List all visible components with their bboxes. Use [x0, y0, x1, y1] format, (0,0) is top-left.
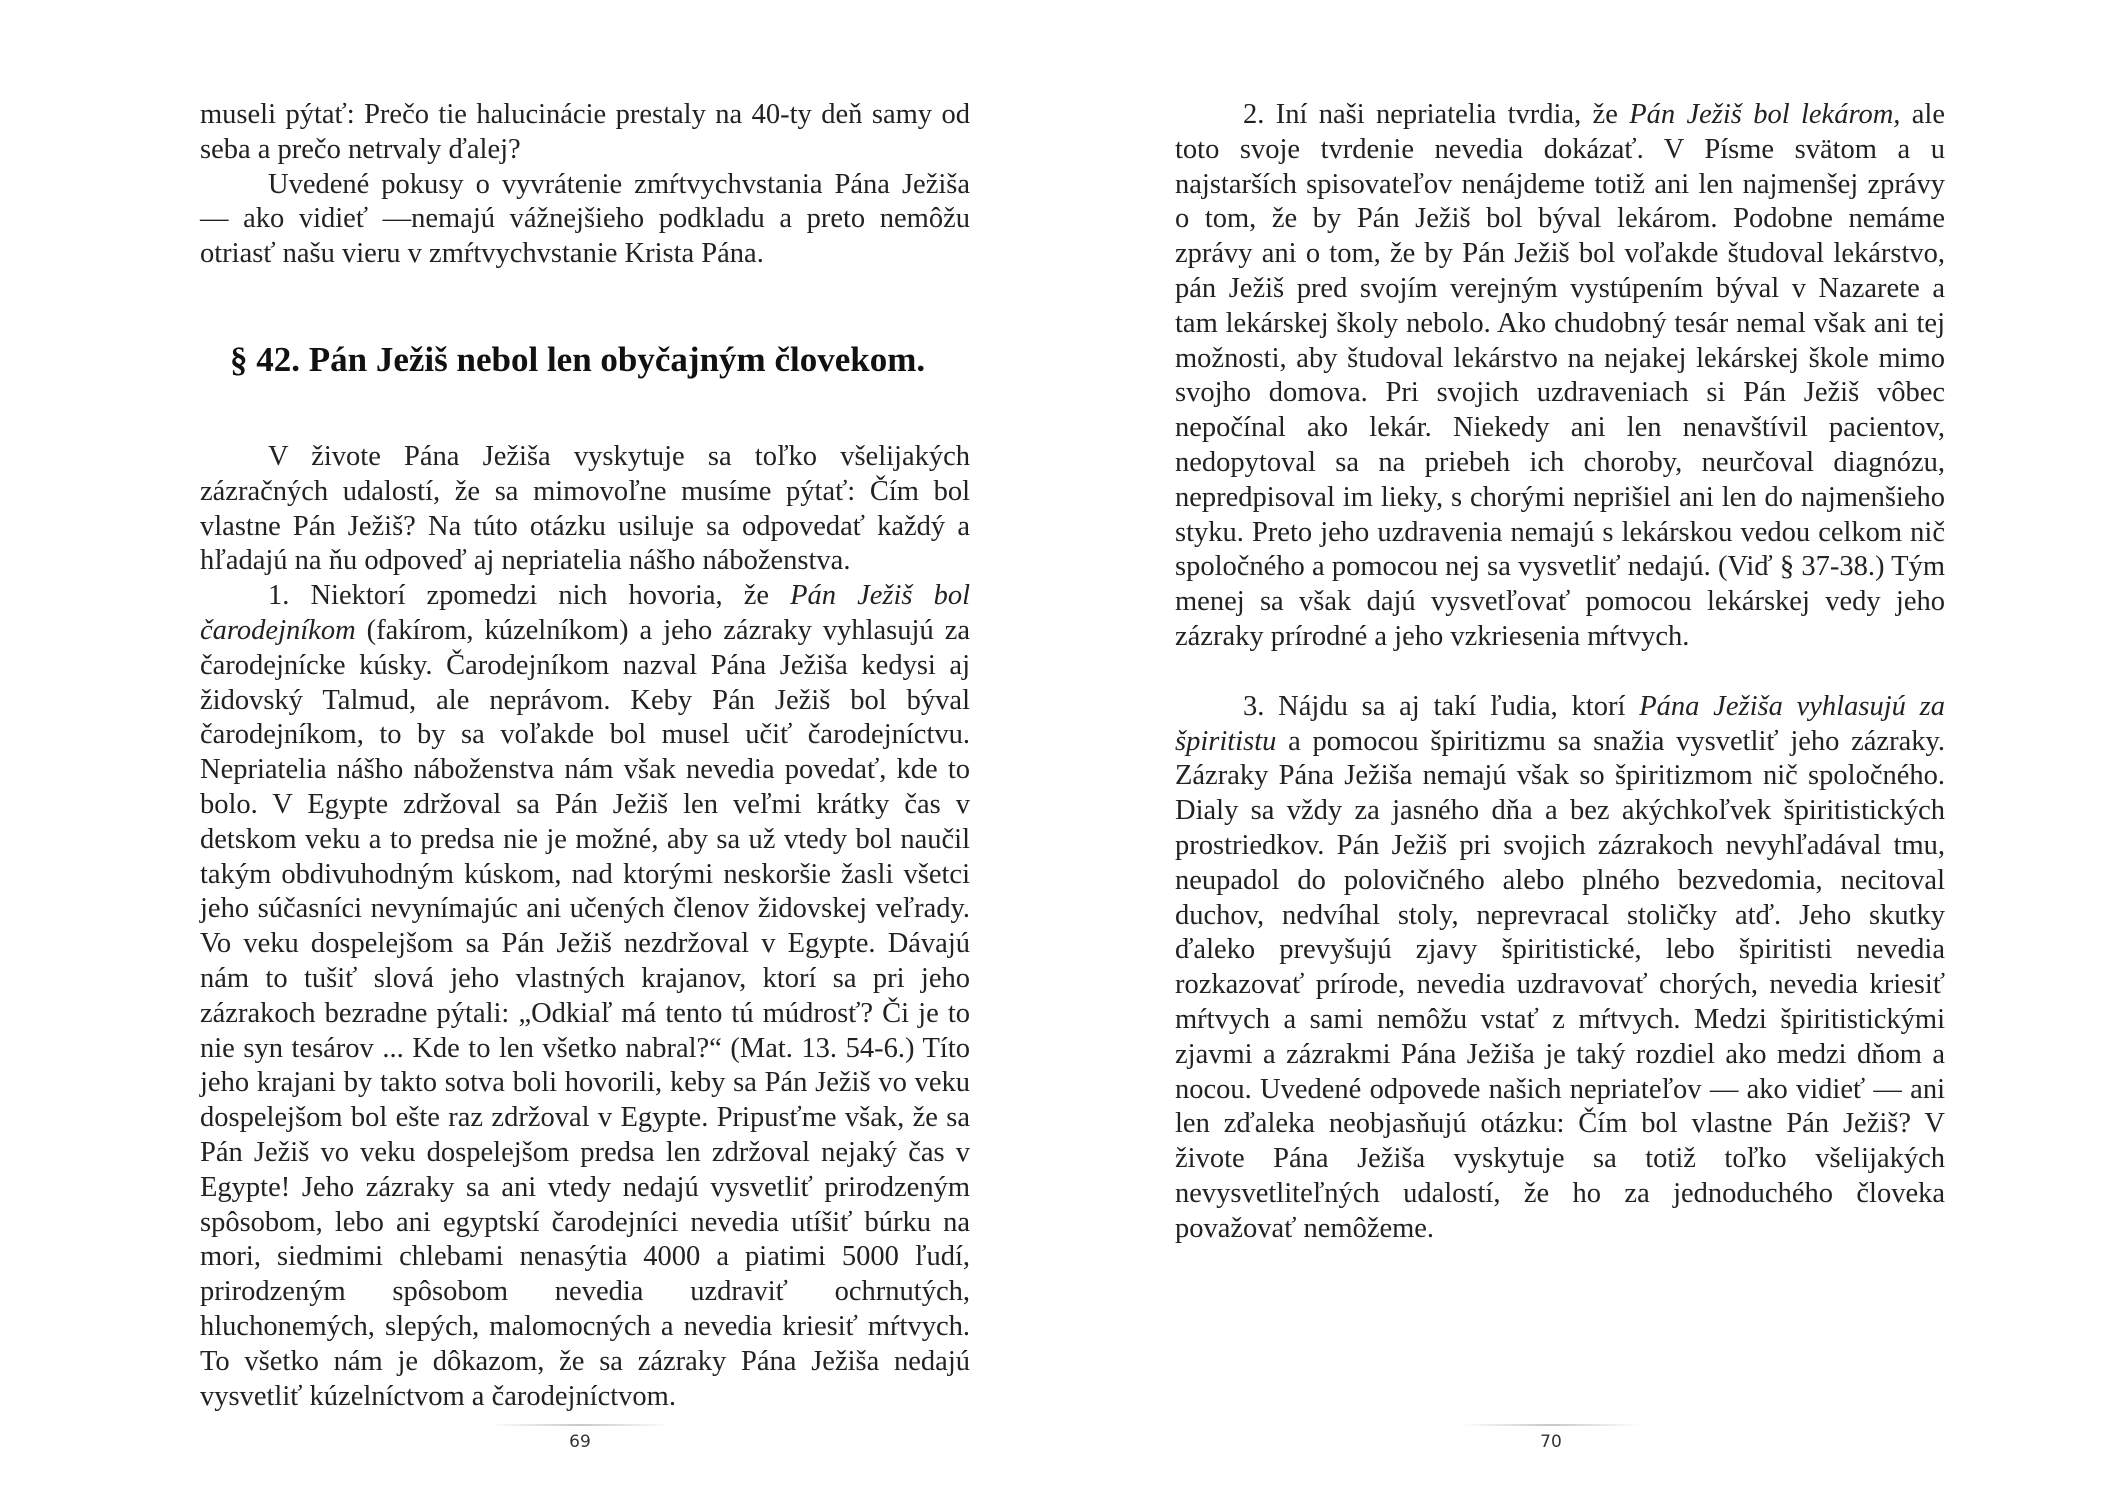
- page-footer: [480, 1424, 680, 1452]
- paragraph-text: (fakírom, kúzelníkom) a jeho zázraky vyhlasujú za čarodejnícke kúsky. Čarodejníkom nazval Pána Ježiša kedysi aj židovský Talmud, ale neprávom. Keby Pán Ježiš bol býval čarodejníkom, to by sa voľakde bol musel učiť čarodejníctvu. Nepriatelia nášho náboženstva nám však nevedia povedať, kde to bolo. V Egypte zdržoval sa Pán Ježiš len veľmi krátky čas v detskom veku a to predsa nie je možné, aby sa už vtedy bol naučil takým obdivuhodným kúskom, nad ktorými neskoršie žasli všetci jeho súčasníci nevynímajúc ani učených členov židovskej veľrady. Vo veku dospelejšom sa Pán Ježiš nezdržoval v Egypte. Dávajú nám to tušiť slová jeho vlastných krajanov, ktorí sa pri jeho zázrakoch bezradne pýtali: „Odkiaľ má tento tú múdrosť? Či je to nie syn tesárov ... Kde to len všetko nabral?“ (Mat. 13. 54-6.) Títo jeho krajani by takto sotva boli hovorili, keby sa Pán Ježiš vo veku dospelejšom bol ešte raz zdržoval v Egypte. Pripusťme však, že sa Pán Ježiš vo veku dospelejšom predsa len zdržoval nejaký čas v Egypte! Jeho zázraky sa ani vtedy nedajú vysvetliť prirodzeným spôsobom, lebo ani egyptskí čarodejníci nevedia utíšiť búrku na mori, siedmimi chlebami nenasýtia 4000 a piatimi 5000 ľudí, prirodzeným spôsobom nevedia uzdraviť ochrnutých, hluchonemých, slepých, malomocných a nevedia kriesiť mŕtvych. To všetko nám je dôkazom, že sa zázraky Pána Ježiša nedajú vysvetliť kúzelníctvom a čarodejníctvom.: [200, 614, 970, 1412]
- paragraph: [1175, 690, 1945, 1247]
- page-footer: [1451, 1424, 1651, 1452]
- section-heading: § 42. Pán Ježiš nebol len obyčajným človekom.: [230, 339, 926, 379]
- page-number: 70: [1540, 1432, 1562, 1452]
- paragraph: [1175, 98, 1945, 655]
- paragraph-text: ale toto svoje tvrdenie nevedia dokázať. V Písme svätom a u najstarších spisovateľov nenájdeme totiž ani len najmenšej zprávy o tom, že by Pán Ježiš bol býval lekárom. Podobne nemáme zprávy ani o tom, že by Pán Ježiš bol voľakde študoval lekárstvo, pán Ježiš pred svojím verejným vystúpením býval v Nazarete a tam lekárskej školy nebolo. Ako chudobný tesár nemal však ani tej možnosti, aby študoval lekárstvo na nejakej lekárskej škole mimo svojho domova. Pri svojich uzdraveniach si Pán Ježiš vôbec nepočínal ako lekár. Niekedy ani len nenavštívil pacientov, nedopytoval sa na priebeh ich choroby, neurčoval diagnózu, nepredpisoval im lieky, s chorými neprišiel ani len do najmenšieho styku. Preto jeho uzdravenia nemajú s lekárskou vedou celkom nič spoločného a pomocou nej sa vysvetliť nedajú. (Viď § 37-38.) Tým menej sa však dajú vysvetľovať pomocou lekárskej vedy jeho zázraky prírodné a jeho vzkriesenia mŕtvych.: [1175, 99, 1946, 652]
- footer-divider: [1461, 1424, 1641, 1426]
- paragraph-text: 1. Niektorí zpomedzi nich hovoria, že: [268, 580, 791, 612]
- left-text-column: [200, 98, 970, 1414]
- paragraph: museli pýtať: Prečo tie halucinácie prestaly na 40-ty deň samy od seba a prečo netrvaly ďalej?: [200, 99, 970, 165]
- paragraph: V živote Pána Ježiša vyskytuje sa toľko všelijakých zázračných udalostí, že sa mimovoľne musíme pýtať: Čím bol vlastne Pán Ježiš? Na túto otázku usiluje sa odpovedať každý a hľadajú na ňu odpoveď aj nepriatelia nášho náboženstva.: [200, 440, 970, 577]
- footer-divider: [490, 1424, 670, 1426]
- emphasized-text: Pána Ježiša vyhlasujú za špiritistu: [1175, 690, 1945, 757]
- right-page: [1061, 0, 2122, 1500]
- paragraph-text: 3. Nájdu sa aj takí ľudia, ktorí: [1243, 690, 1640, 722]
- paragraph: [200, 579, 970, 1414]
- right-text-column: [1175, 98, 1945, 1247]
- emphasized-text: Pán Ježiš bol lekárom,: [1629, 99, 1901, 130]
- emphasized-text: Pán Ježiš bol čarodejníkom: [200, 580, 970, 646]
- paragraph: Uvedené pokusy o vyvrátenie zmŕtvychvstania Pána Ježiša — ako vidieť —nemajú vážnejšieho podkladu a preto nemôžu otriasť našu vieru v zmŕtvychvstanie Krista Pána.: [200, 168, 970, 270]
- paragraph-text: a pomocou špiritizmu sa snažia vysvetliť jeho zázraky. Zázraky Pána Ježiša nemajú však so špiritizmom nič spoločného. Dialy sa vždy za jasného dňa a bez akýchkoľvek špiritistických prostriedkov. Pán Ježiš pri svojich zázrakoch nevyhľadával tmu, neupadol do polovičného alebo plného bezvedomia, necitoval duchov, nedvíhal stoly, neprevracal stoličky atď. Jeho skutky ďaleko prevyšujú zjavy špiritistické, lebo špiritisti nevedia rozkazovať prírode, nevedia uzdravovať chorých, nevedia kriesiť mŕtvych a sami nemôžu vstať z mŕtvych. Medzi špiritistickými zjavmi a zázrakmi Pána Ježiša je taký rozdiel ako medzi dňom a nocou. Uvedené odpovede našich nepriateľov — ako vidieť — ani len zďaleka neobjasňujú otázku: Čím bol vlastne Pán Ježiš? V živote Pána Ježiša vyskytuje sa totiž toľko všelijakých nevysvetliteľných udalostí, že ho za jednoduchého človeka považovať nemôžeme.: [1175, 725, 1945, 1244]
- paragraph-text: 2. Iní naši nepriatelia tvrdia, že: [1243, 99, 1630, 130]
- page-number: 69: [569, 1432, 591, 1452]
